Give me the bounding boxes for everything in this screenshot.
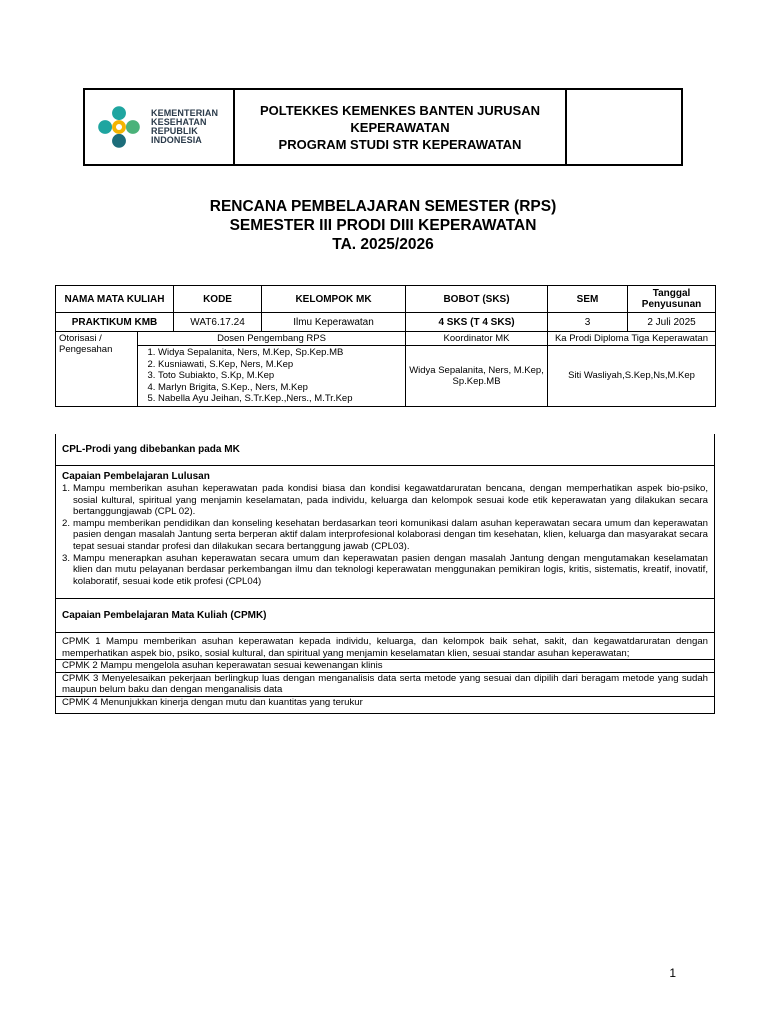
list-item: 2. mampu memberikan pendidikan dan konseling kesehatan berdasarkan teori komunikasi dalam asuhan keperawatan secara umum dan keperawatan pasien dengan masalah Jantung serta berperan aktif dalam interprofesional kolaborasi dengan tim kesehatan, klien, keluarga dan masyarakat secara tepat sesuai standar profesi dan dilakukan secara bertanggung jawab (CPL03). [62, 517, 708, 552]
value-tanggal: 2 Juli 2025 [628, 313, 716, 332]
cpmk-content-box [55, 633, 715, 714]
cpmk-heading: Capaian Pembelajaran Mata Kuliah (CPMK) [62, 610, 267, 621]
institution-line: PROGRAM STUDI STR KEPERAWATAN [278, 136, 522, 152]
list-item: 1. Mampu memberikan asuhan keperawatan pada kondisi biasa dan kondisi kegawatdaruratan bencana, dengan memperhatikan aspek bio-psiko, sosial kultural, spiritual yang menjamin keselamatan, pada individu, keluarga dan kelompok sesuai kode etik keperawatan yang dilakukan secara bertanggungjawab (CPL 02). [62, 483, 708, 518]
value-kode: WAT6.17.24 [174, 313, 262, 332]
koordinator-header: Koordinator MK [406, 332, 548, 346]
dosen-cell [138, 346, 406, 407]
cpl-list [56, 483, 714, 587]
cpmk-item: CPMK 1 Mampu memberikan asuhan keperawatan kepada individu, keluarga, dan kelompok baik sehat, sakit, dan kegawatdaruratan dengan memperhatikan aspek bio, psiko, sosial kultural, dan spiritual yang menjamin keselamatan klien, sesuai standar asuhan keperawatan; [56, 633, 714, 660]
value-kelompok: Ilmu Keperawatan [262, 313, 406, 332]
value-sem: 3 [548, 313, 628, 332]
list-item: 4. Marlyn Brigita, S.Kep., Ners, M.Kep [158, 382, 402, 394]
title-line-3: TA. 2025/2026 [332, 236, 434, 253]
title-line-1: RENCANA PEMBELAJARAN SEMESTER (RPS) [209, 198, 557, 215]
list-item: 1. Widya Sepalanita, Ners, M.Kep, Sp.Kep.MB [158, 347, 402, 359]
page-number: 1 [669, 966, 676, 980]
table-value-row [56, 313, 716, 332]
kemenkes-logo-icon [93, 101, 145, 153]
course-info-table [55, 285, 716, 407]
koordinator-name: Widya Sepalanita, Ners, M.Kep, Sp.Kep.MB [406, 346, 548, 407]
institution-name [235, 90, 567, 164]
list-item: 3. Mampu menerapkan asuhan keperawatan secara umum dan keperawatan pasien dengan masalah Jantung dengan mengutamakan keselamatan klien dan mutu pelayanan berdasar perkembangan ilmu dan teknologi keperawatan menggunakan pemikiran logis, kritis, sistematis, kreatif, inovatif, kolaboratif, sesuai kode etik profesi (CPL04) [62, 552, 708, 587]
value-nama-mk: PRAKTIKUM KMB [56, 313, 174, 332]
otorisasi-value-row [56, 346, 716, 407]
cpl-content-box [55, 466, 715, 599]
header-kelompok: KELOMPOK MK [262, 286, 406, 313]
logo-cell [85, 90, 235, 164]
dosen-list [141, 347, 402, 405]
cpmk-item: CPMK 3 Menyelesaikan pekerjaan berlingkup luas dengan menganalisis data serta metode yang sesuai dan dipilih dari beragam metode yang sudah maupun belum baku dan dengan menganalisis data [56, 673, 714, 697]
cpl-sub-heading: Capaian Pembelajaran Lulusan [62, 471, 210, 482]
header-tanggal: Tanggal Penyusunan [628, 286, 716, 313]
header-kode: KODE [174, 286, 262, 313]
list-item: 5. Nabella Ayu Jeihan, S.Tr.Kep.,Ners., M.Tr.Kep [158, 393, 402, 405]
list-item: 3. Toto Subiakto, S.Kp, M.Kep [158, 370, 402, 382]
header-sem: SEM [548, 286, 628, 313]
dosen-header: Dosen Pengembang RPS [138, 332, 406, 346]
cpl-heading: CPL-Prodi yang dibebankan pada MK [62, 444, 240, 455]
value-bobot: 4 SKS (T 4 SKS) [406, 313, 548, 332]
table-header-row [56, 286, 716, 313]
institution-line: POLTEKKES KEMENKES BANTEN JURUSAN [259, 102, 540, 118]
cpmk-item: CPMK 2 Mampu mengelola asuhan keperawatan sesuai kewenangan klinis [56, 660, 714, 673]
cpl-heading-box [55, 434, 715, 466]
otorisasi-label: Otorisasi / Pengesahan [56, 332, 138, 407]
list-item: 2. Kusniawati, S.Kep, Ners, M.Kep [158, 359, 402, 371]
kaprodi-header: Ka Prodi Diploma Tiga Keperawatan [548, 332, 716, 346]
institution-line: KEPERAWATAN [350, 119, 450, 135]
header-nama-mk: NAMA MATA KULIAH [56, 286, 174, 313]
document-title [83, 197, 683, 254]
header-box [83, 88, 683, 166]
kaprodi-name: Siti Wasliyah,S.Kep,Ns,M.Kep [548, 346, 716, 407]
cpmk-item: CPMK 4 Menunjukkan kinerja dengan mutu dan kuantitas yang terukur [62, 696, 363, 708]
cpmk-heading-box [55, 599, 715, 633]
otorisasi-header-row [56, 332, 716, 346]
header-empty-cell [567, 90, 681, 164]
header-bobot: BOBOT (SKS) [406, 286, 548, 313]
logo-wordmark: KEMENTERIAN KESEHATAN REPUBLIK INDONESIA [151, 108, 219, 145]
title-line-2: SEMESTER III PRODI DIII KEPERAWATAN [229, 217, 537, 234]
